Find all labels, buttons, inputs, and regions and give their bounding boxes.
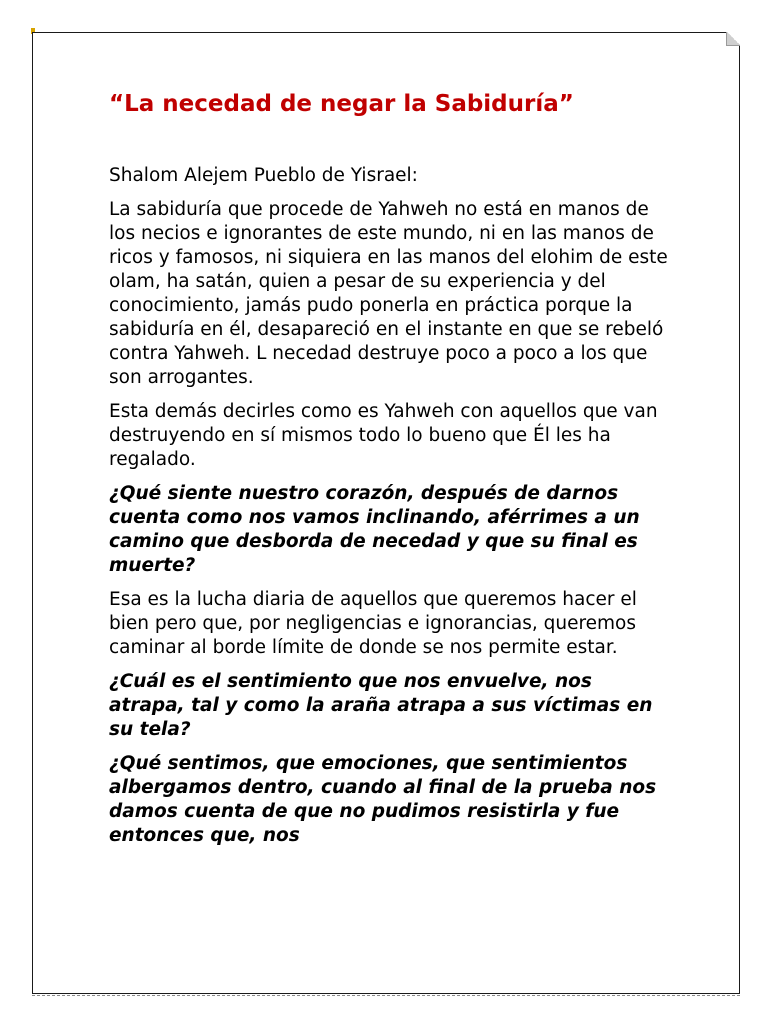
page-bottom-edge [32,995,740,996]
page-fold-corner [726,32,740,46]
paragraph-wisdom: La sabiduría que procede de Yahweh no está en manos de los necios e ignorantes de este mundo, ni en las manos de ricos y famosos, ni siquiera en las manos del elohim de este olam, ha satán, quien a pesar de su experiencia y del conocimiento, jamás pudo ponerla en práctica porque la sabiduría en él, desapareció en el instante en que se rebeló contra Yahweh. L necedad destruye poco a poco a los que son arrogantes. [109,199,668,388]
question-feeling: ¿Cuál es el sentimiento que nos envuelve, nos atrapa, tal y como la araña atrapa a sus víctimas en su tela? [109,671,653,740]
document-body [109,88,669,858]
document-title: “La necedad de negar la Sabiduría” [109,91,574,117]
question-emotions: ¿Qué sentimos, que emociones, que sentimientos albergamos dentro, cuando al final de la prueba nos damos cuenta de que no pudimos resistirla y fue entonces que, nos [109,753,657,846]
paragraph-struggle: Esa es la lucha diaria de aquellos que queremos hacer el bien pero que, por negligencias e ignorancias, queremos caminar al borde límite de donde se nos permite estar. [109,589,637,658]
paragraph-yahweh: Esta demás decirles como es Yahweh con aquellos que van destruyendo en sí mismos todo lo bueno que Él les ha regalado. [109,401,658,470]
question-heart: ¿Qué siente nuestro corazón, después de darnos cuenta como nos vamos inclinando, aférrimes a un camino que desborda de necedad y que su final es muerte? [109,483,640,576]
paragraph-greeting: Shalom Alejem Pueblo de Yisrael: [109,165,418,186]
